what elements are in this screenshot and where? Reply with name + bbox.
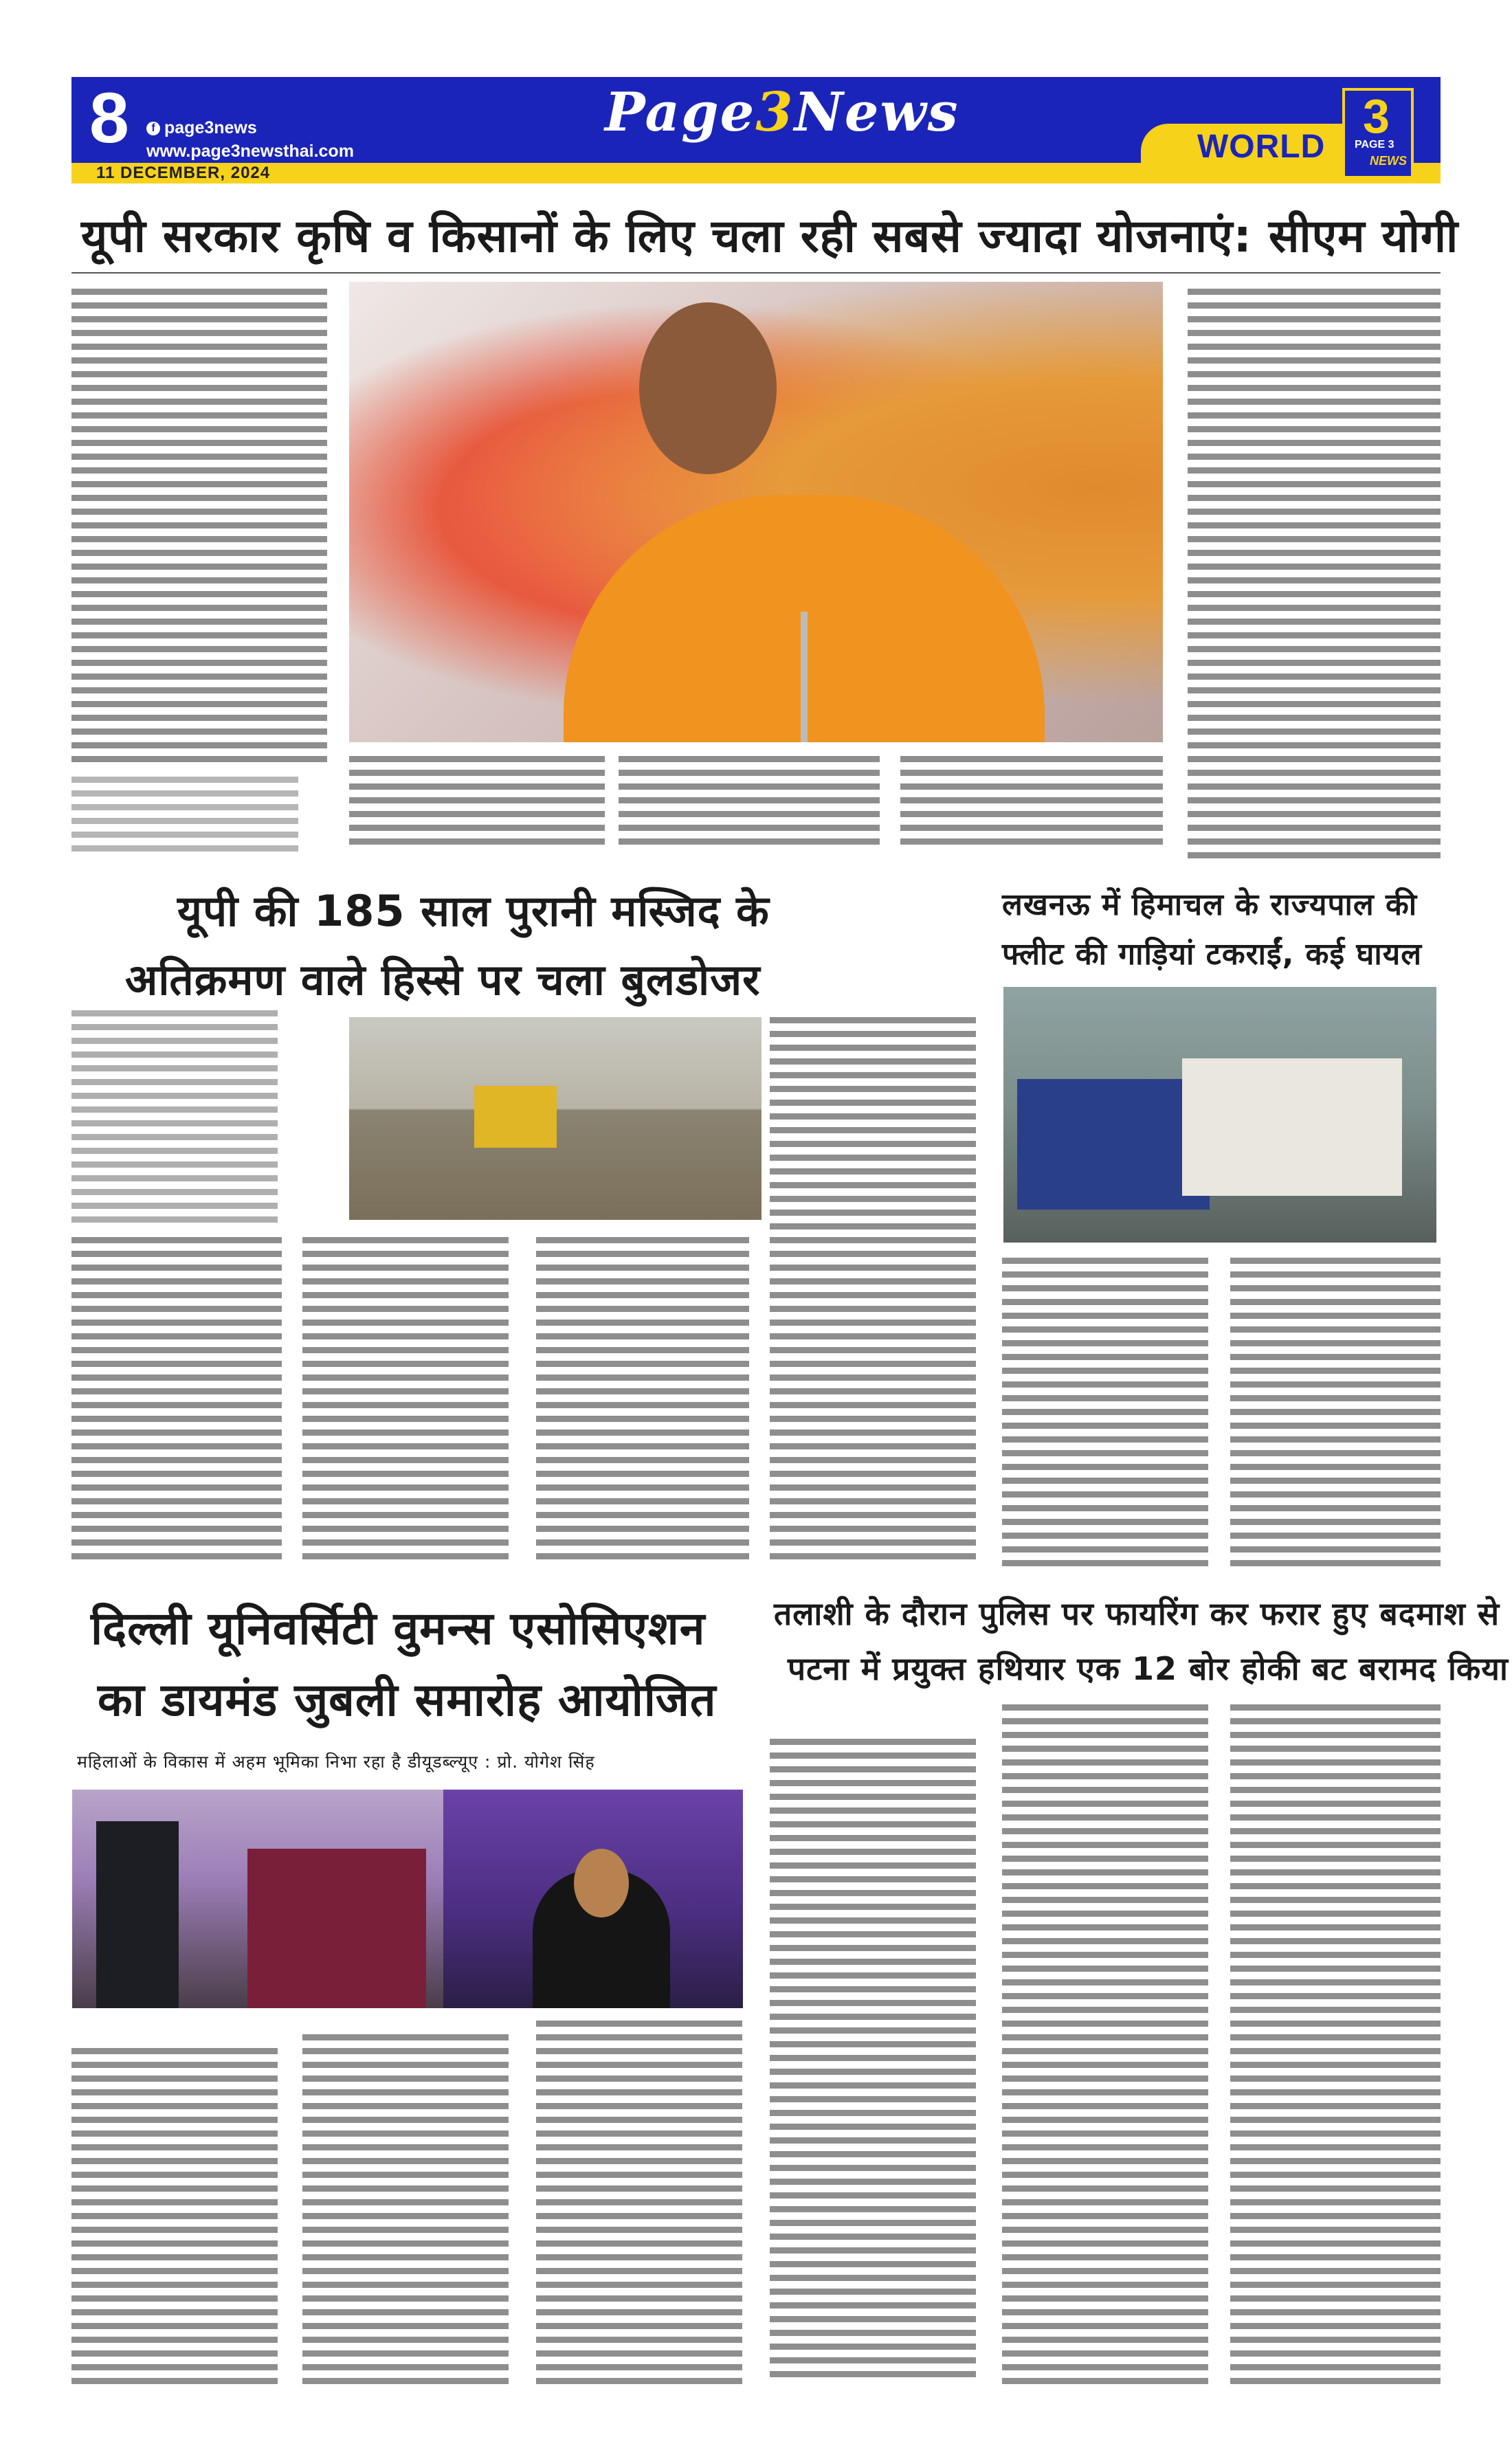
issue-date: 11 DECEMBER, 2024 [96, 164, 271, 182]
du-headline-line1[interactable]: दिल्ली यूनिवर्सिटी वुमन्स एसोसिएशन [91, 1602, 706, 1655]
social-handle-text: page3news [164, 118, 257, 137]
corner-logo-number: 3 [1363, 89, 1390, 143]
logo-text-news: News [794, 81, 959, 144]
facebook-icon: f [146, 122, 160, 135]
article-text-column [71, 1237, 282, 1567]
du-headline-line2[interactable]: का डायमंड जुबली समारोह आयोजित [98, 1673, 717, 1726]
article-text-column [900, 756, 1163, 852]
article-text-column [619, 756, 880, 852]
article-text-column [349, 756, 605, 852]
divider [71, 272, 1441, 274]
lead-headline[interactable]: यूपी सरकार कृषि व किसानों के लिए चला रही सबसे ज्यादा योजनाएं: सीएम योगी [81, 210, 1459, 263]
white-suv-shape [1182, 1058, 1402, 1196]
speaker-face-shape [574, 1849, 629, 1917]
photo-subject-head [639, 302, 777, 474]
article-text-column [770, 1739, 976, 2385]
article-text-column [1002, 1258, 1208, 1567]
photo-guests-shape [247, 1849, 426, 2008]
article-text-column [1002, 1704, 1208, 2385]
article-text-column [1230, 1258, 1441, 1567]
section-label: WORLD [1197, 129, 1326, 165]
article-text-column [1230, 1704, 1441, 2385]
bulldozer-shape [474, 1086, 557, 1148]
article-text-column [71, 1010, 278, 1223]
page-number: 8 [89, 78, 129, 158]
microphone-icon [801, 612, 808, 742]
lucknow-headline-line1[interactable]: लखनऊ में हिमाचल के राज्यपाल की [1002, 887, 1418, 922]
article-text-column [1188, 289, 1441, 859]
corner-logo-line1: PAGE 3 [1355, 139, 1394, 151]
article-text-column [770, 1017, 976, 1567]
patna-headline-line1[interactable]: तलाशी के दौरान पुलिस पर फायरिंग कर फरार हुए बदमाश से [774, 1595, 1500, 1632]
mosque-headline-line2[interactable]: अतिक्रमण वाले हिस्से पर चला बुलडोजर [125, 955, 761, 1005]
logo-text-three: 3 [755, 81, 794, 144]
lucknow-headline-line2[interactable]: फ्लीट की गाड़ियां टकराईं, कई घायल [1002, 937, 1423, 972]
corner-logo-line2: NEWS [1370, 154, 1407, 168]
newspaper-logo[interactable] [605, 81, 959, 144]
corner-logo [1342, 88, 1414, 179]
patna-headline-line2[interactable]: पटना में प्रयुक्त हथियार एक 12 बोर होकी बट बरामद किया [788, 1650, 1509, 1687]
photo-guest-shape [96, 1821, 179, 2008]
du-subheadline: महिलाओं के विकास में अहम भूमिका निभा रहा है डीयूडब्ल्यूए : प्रो. योगेश सिंह [77, 1752, 595, 1772]
police-jeep-shape [1017, 1079, 1210, 1210]
social-handle[interactable] [146, 118, 257, 138]
website-link[interactable]: www.page3newsthai.com [146, 142, 354, 161]
logo-text-page: Page [605, 81, 756, 144]
article-text-column [302, 1237, 509, 1567]
article-text-column [71, 289, 327, 770]
section-tab [1141, 124, 1344, 168]
article-text-column [302, 2034, 509, 2385]
article-text-column [71, 2048, 278, 2385]
article-text-column [536, 2021, 742, 2385]
article-text-column [536, 1237, 749, 1567]
mosque-headline-line1[interactable]: यूपी की 185 साल पुरानी मस्जिद के [177, 886, 770, 936]
article-text-column [71, 777, 298, 859]
